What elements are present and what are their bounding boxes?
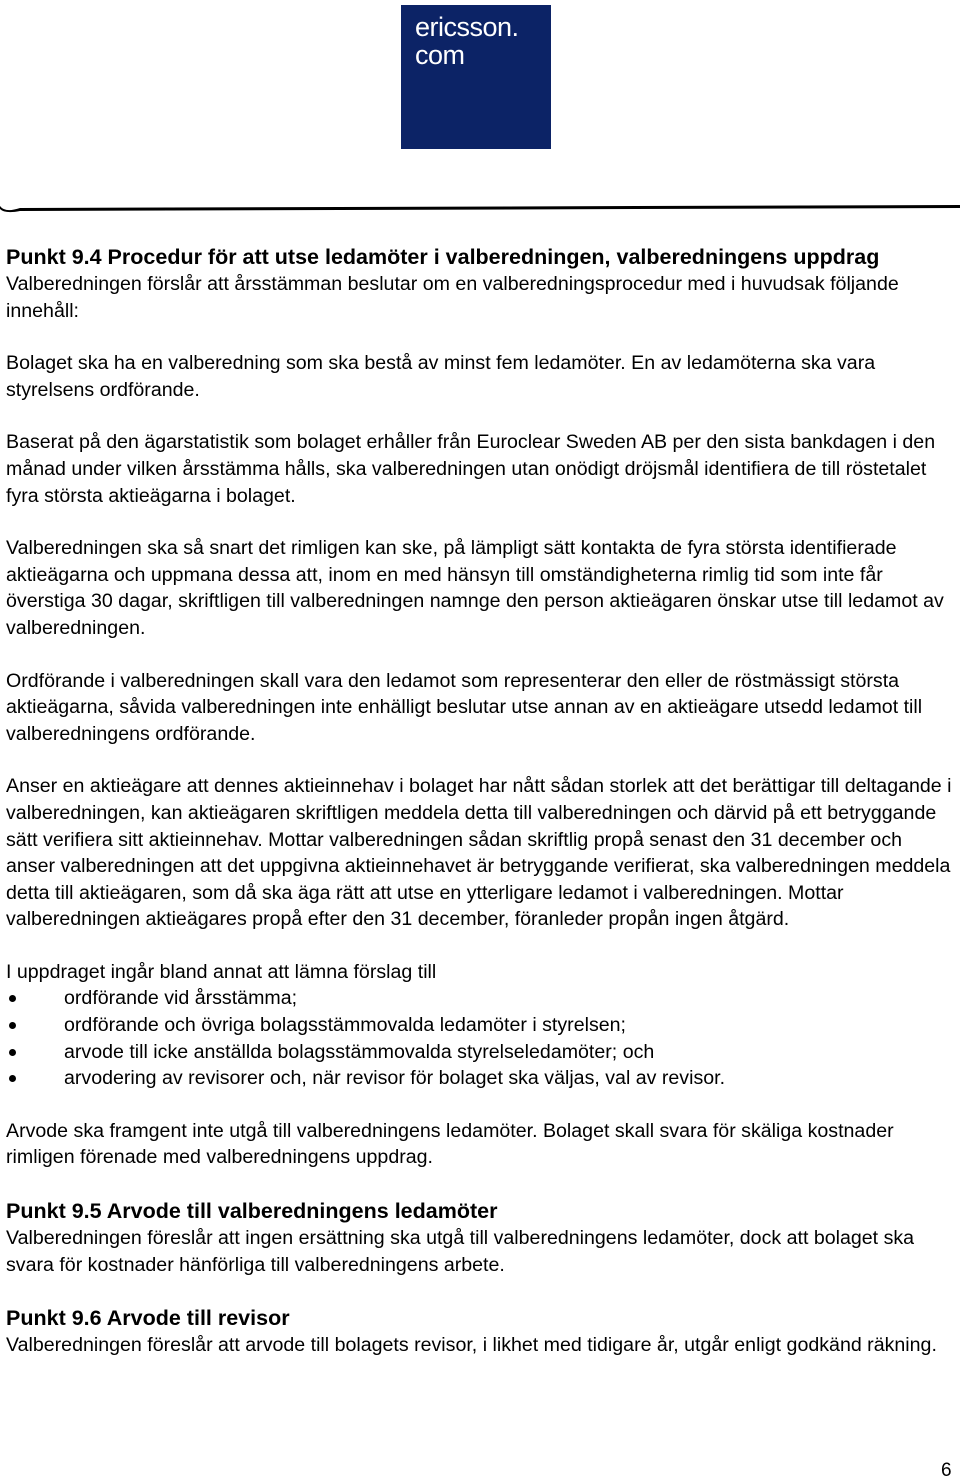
paragraph-6: I uppdraget ingår bland annat att lämna förslag till — [6, 960, 437, 983]
paragraph-1: Bolaget ska ha en valberedning som ska bestå av minst fem ledamöter. En av ledamöterna ska vara styrelsens ordförande. — [6, 352, 876, 401]
paragraph-5: Anser en aktieägare att dennes aktieinnehav i bolaget har nått sådan storlek att det berättigar till deltagande i valberedningen, kan aktieägaren skriftligen meddela detta till valberedningen och därvid på ett betryggande sätt verifiera sitt aktieinnehav. Mottar valberedningen sådan skriftlig propå senast den 31 december och anser valberedningen att det uppgivna aktieinnehavet är betryggande verifierat, ska valberedningen meddela detta till aktieägaren, som då ska äga rätt att utse en ytterligare ledamot i valberedningen. Mottar valberedningen aktieägares propå efter den 31 december, föranleder propån ingen åtgärd. — [6, 775, 952, 931]
paragraph-4: Ordförande i valberedningen skall vara den ledamot som representerar den eller de röstmässigt största aktieägarna, såvida valberedningen inte enhälligt beslutar utse annan av en aktieägare utsedd ledamot till valberedningens ordförande. — [6, 669, 923, 745]
paragraph-9-6: Valberedningen föreslår att arvode till bolagets revisor, i likhet med tidigare år, utgår enligt godkänd räkning. — [6, 1334, 937, 1357]
heading-punkt-9-6: Punkt 9.6 Arvode till revisor — [6, 1306, 290, 1331]
list-item: ordförande och övriga bolagsstämmovalda ledamöter i styrelsen; — [6, 1012, 956, 1039]
paragraph-7: Arvode ska framgent inte utgå till valberedningens ledamöter. Bolaget skall svara för skäliga kostnader rimligen förenade med valberedningens uppdrag. — [6, 1119, 894, 1169]
document-body — [6, 243, 956, 1359]
heading-punkt-9-5: Punkt 9.5 Arvode till valberedningens ledamöter — [6, 1199, 498, 1224]
intro-paragraph: Valberedningen förslår att årsstämman beslutar om en valberedningsprocedur med i huvudsak följande innehåll: — [6, 273, 899, 322]
logo-line-2: com — [415, 40, 465, 70]
list-item: arvode till icke anställda bolagsstämmovalda styrelseledamöter; och — [6, 1039, 956, 1066]
paragraph-2: Baserat på den ägarstatistik som bolaget erhåller från Euroclear Sweden AB per den sista bankdagen i den månad under vilken årsstämma hålls, ska valberedningen utan onödigt dröjsmål identifiera de till röstetalet fyra största aktieägarna i bolaget. — [6, 431, 936, 507]
header-rule — [0, 200, 960, 214]
heading-punkt-9-4: Punkt 9.4 Procedur för att utse ledamöter i valberedningen, valberedningens uppdrag — [6, 245, 880, 269]
paragraph-9-5: Valberedningen föreslår att ingen ersättning ska utgå till valberedningens ledamöter, dock att bolaget ska svara för kostnader hänförliga till valberedningens arbete. — [6, 1227, 915, 1276]
ericsson-logo — [401, 5, 551, 149]
list-item: ordförande vid årsstämma; — [6, 985, 956, 1012]
list-item: arvodering av revisorer och, när revisor för bolaget ska väljas, val av revisor. — [6, 1065, 956, 1092]
assignment-list — [6, 985, 956, 1091]
paragraph-3: Valberedningen ska så snart det rimligen kan ske, på lämpligt sätt kontakta de fyra största identifierade aktieägarna och uppmana dessa att, inom en med hänsyn till omständigheterna rimlig tid som inte får överstiga 30 dagar, skriftligen till valberedningen namnge den person aktieägaren önskar utse till ledamot av valberedningen. — [6, 537, 944, 639]
page-number: 6 — [941, 1460, 952, 1481]
logo-line-1: ericsson. — [415, 12, 519, 42]
